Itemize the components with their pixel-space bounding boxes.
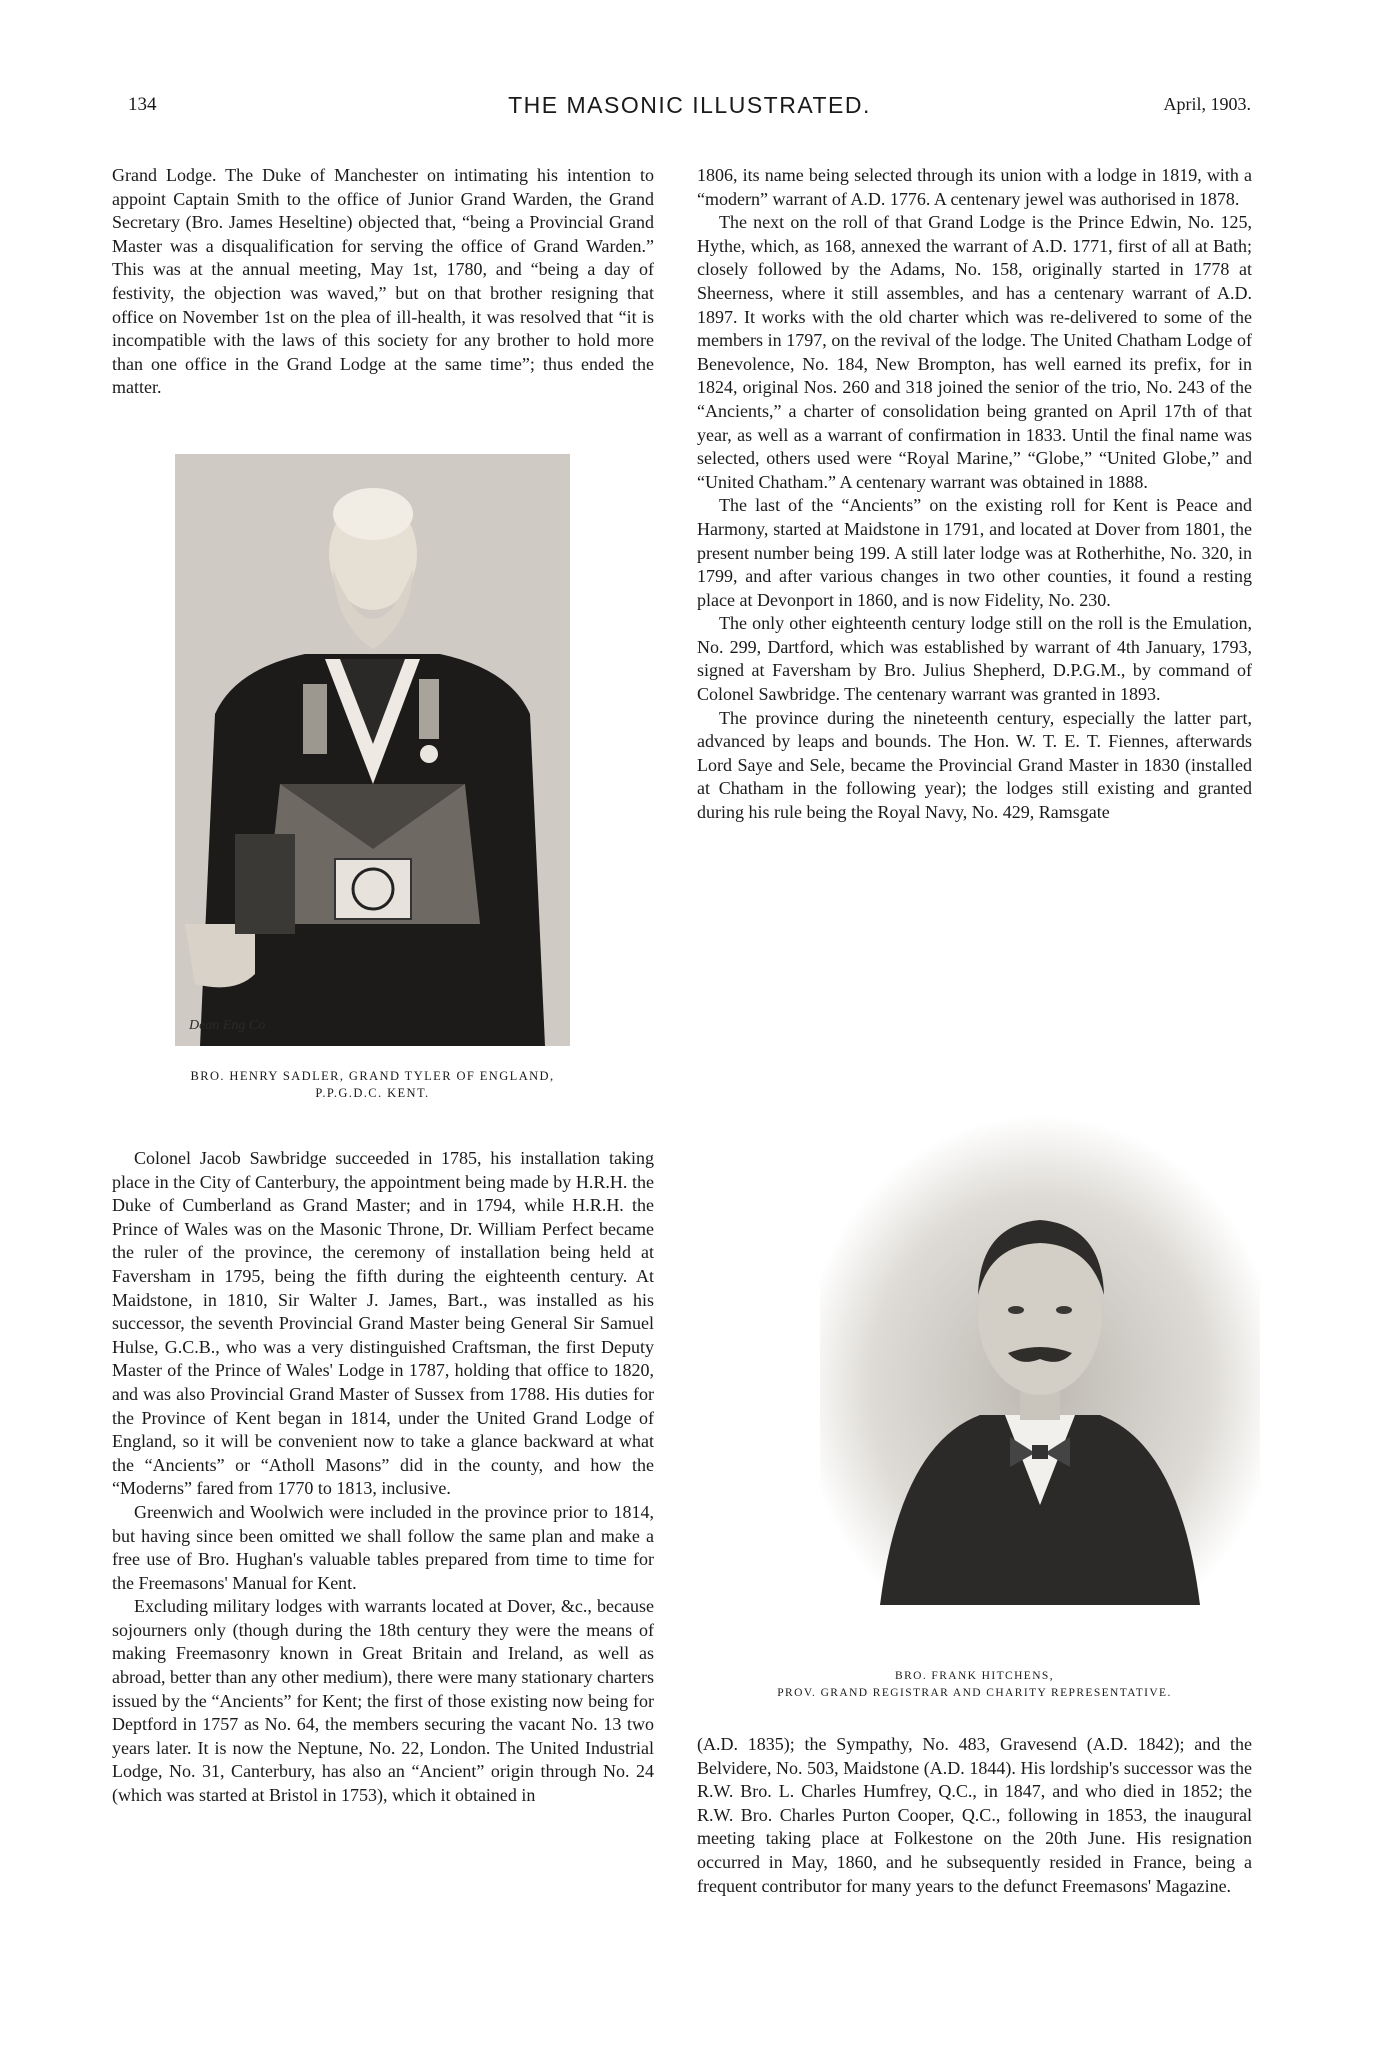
caption-line: P.P.G.D.C. KENT. <box>315 1086 430 1100</box>
paragraph: Colonel Jacob Sawbridge succeeded in 1785, his installation taking place in the City of Canterbury, the appointment being made by H.R.H. the Duke of Cumberland as Grand Master; and in 1794, while H.R.H. the Prince of Wales was on the Masonic Throne, Dr. William Perfect became the ruler of the province, the ceremony of installation being held at Faversham in 1795, being the fifth during the eighteenth century. At Maidstone, in 1810, Sir Walter J. James, Bart., was installed as his successor, the seventh Provincial Grand Master being General Sir Samuel Hulse, G.C.B., who was a very distinguished Craftsman, the first Deputy Master of the Prince of Wales' Lodge in 1787, holding that office to 1820, and was also Provincial Grand Master of Sussex from 1788. His duties for the Province of Kent began in 1814, under the United Grand Lodge of England, so it will be convenient now to take a glance backward at what the “Ancients” or “Atholl Masons” did in the county, and how the “Moderns” fared from 1770 to 1813, inclusive. <box>112 1148 654 1499</box>
paragraph: The province during the nineteenth century, especially the latter part, advanced by leaps and bounds. The Hon. W. T. E. T. Fiennes, afterwards Lord Saye and Sele, became the Provincial Grand Master in 1830 (installed at Chatham in the following year); the lodges still existing and granted during his rule being the Royal Navy, No. 429, Ramsgate <box>697 707 1252 823</box>
paragraph: The last of the “Ancients” on the existing roll for Kent is Peace and Harmony, started at Maidstone in 1791, and located at Dover from 1801, the present number being 199. A still later lodge was at Rotherhithe, No. 320, in 1799, and after various changes in two other counties, it found a resting place at Devonport in 1860, and is now Fidelity, No. 230. <box>697 495 1252 610</box>
caption-hitchens <box>697 1668 1252 1702</box>
portrait-henry-sadler <box>175 454 570 1046</box>
caption-line: BRO. HENRY SADLER, GRAND TYLER OF ENGLAND, <box>190 1069 555 1083</box>
issue-date: April, 1903. <box>1163 94 1251 114</box>
caption-line: PROV. GRAND REGISTRAR AND CHARITY REPRESENTATIVE. <box>777 1687 1172 1699</box>
left-column-bottom <box>112 1147 654 1808</box>
paragraph: (A.D. 1835); the Sympathy, No. 483, Gravesend (A.D. 1842); and the Belvidere, No. 503, Maidstone (A.D. 1844). His lordship's successor was the R.W. Bro. L. Charles Humfrey, Q.C., in 1847, and who died in 1852; the R.W. Bro. Charles Purton Cooper, Q.C., following in 1853, the inaugural meeting taking place at Folkestone on the 20th June. His resignation occurred in May, 1860, and he subsequently resided in France, being a frequent contributor for many years to the defunct Freemasons' Magazine. <box>697 1734 1252 1896</box>
engraver-mark: Dean Eng Co <box>189 1018 266 1033</box>
paragraph: Excluding military lodges with warrants located at Dover, &c., because sojourners only (though during the 18th century they were the means of making Freemasonry known in Great Britain and Ireland, as well as abroad, better than any other medium), there were many stationary charters issued by the “Ancients” for Kent; the first of those existing now being for Deptford in 1757 as No. 64, the members securing the vacant No. 13 two years later. It is now the Neptune, No. 22, London. The United Industrial Lodge, No. 31, Canterbury, has also an “Ancient” origin through No. 24 (which was started at Bristol in 1753), which it obtained in <box>112 1596 654 1806</box>
page-header <box>0 92 1379 128</box>
caption-sadler <box>175 1068 570 1102</box>
left-column-top <box>112 164 654 400</box>
portrait-frank-hitchens-image <box>820 1115 1260 1605</box>
paragraph: The next on the roll of that Grand Lodge is the Prince Edwin, No. 125, Hythe, which, as 168, annexed the warrant of A.D. 1771, first of all at Bath; closely followed by the Adams, No. 158, originally started in 1778 at Sheerness, where it still assembles, and has a centenary warrant of A.D. 1897. It works with the old charter which was re-delivered to some of the members in 1797, on the revival of the lodge. The United Chatham Lodge of Benevolence, No. 184, New Brompton, has well earned its prefix, for in 1824, original Nos. 260 and 318 joined the senior of the trio, No. 243 of the “Ancients,” a charter of consolidation being granted on April 17th of that year, as well as a warrant of confirmation in 1833. Until the final name was selected, others used were “Royal Marine,” “Globe,” “United Globe,” and “United Chatham.” A centenary warrant was obtained in 1888. <box>697 212 1252 492</box>
portrait-frank-hitchens <box>820 1115 1260 1605</box>
page-number: 134 <box>128 94 157 115</box>
paragraph: Greenwich and Woolwich were included in the province prior to 1814, but having since been omitted we shall follow the same plan and make a free use of Bro. Hughan's valuable tables prepared from time to time for the Freemasons' Manual for Kent. <box>112 1501 654 1593</box>
paragraph: Grand Lodge. The Duke of Manchester on intimating his intention to appoint Captain Smith to the office of Junior Grand Warden, the Grand Secretary (Bro. James Heseltine) objected that, “being a Provincial Grand Master was a disqualification for serving the office of Grand Warden.” This was at the annual meeting, May 1st, 1780, and “being a day of festivity, the objection was waved,” but on that brother resigning that office on November 1st on the plea of ill-health, it was resolved that “it is incompatible with the laws of this society for any brother to hold more than one office in the Grand Lodge at the same time”; thus ended the matter. <box>112 165 654 398</box>
publication-title: THE MASONIC ILLUSTRATED. <box>508 92 871 118</box>
paragraph: The only other eighteenth century lodge still on the roll is the Emulation, No. 299, Dartford, which was established by warrant of 4th January, 1793, signed at Faversham by Bro. Julius Shepherd, D.P.G.M., by command of Colonel Sawbridge. The centenary warrant was granted in 1893. <box>697 613 1252 705</box>
caption-line: BRO. FRANK HITCHENS, <box>895 1670 1054 1682</box>
paragraph: 1806, its name being selected through its union with a lodge in 1819, with a “modern” warrant of A.D. 1776. A centenary jewel was authorised in 1878. <box>697 165 1252 209</box>
right-column-bottom <box>697 1733 1252 1898</box>
right-column-top <box>697 164 1252 825</box>
portrait-henry-sadler-image <box>175 454 570 1046</box>
